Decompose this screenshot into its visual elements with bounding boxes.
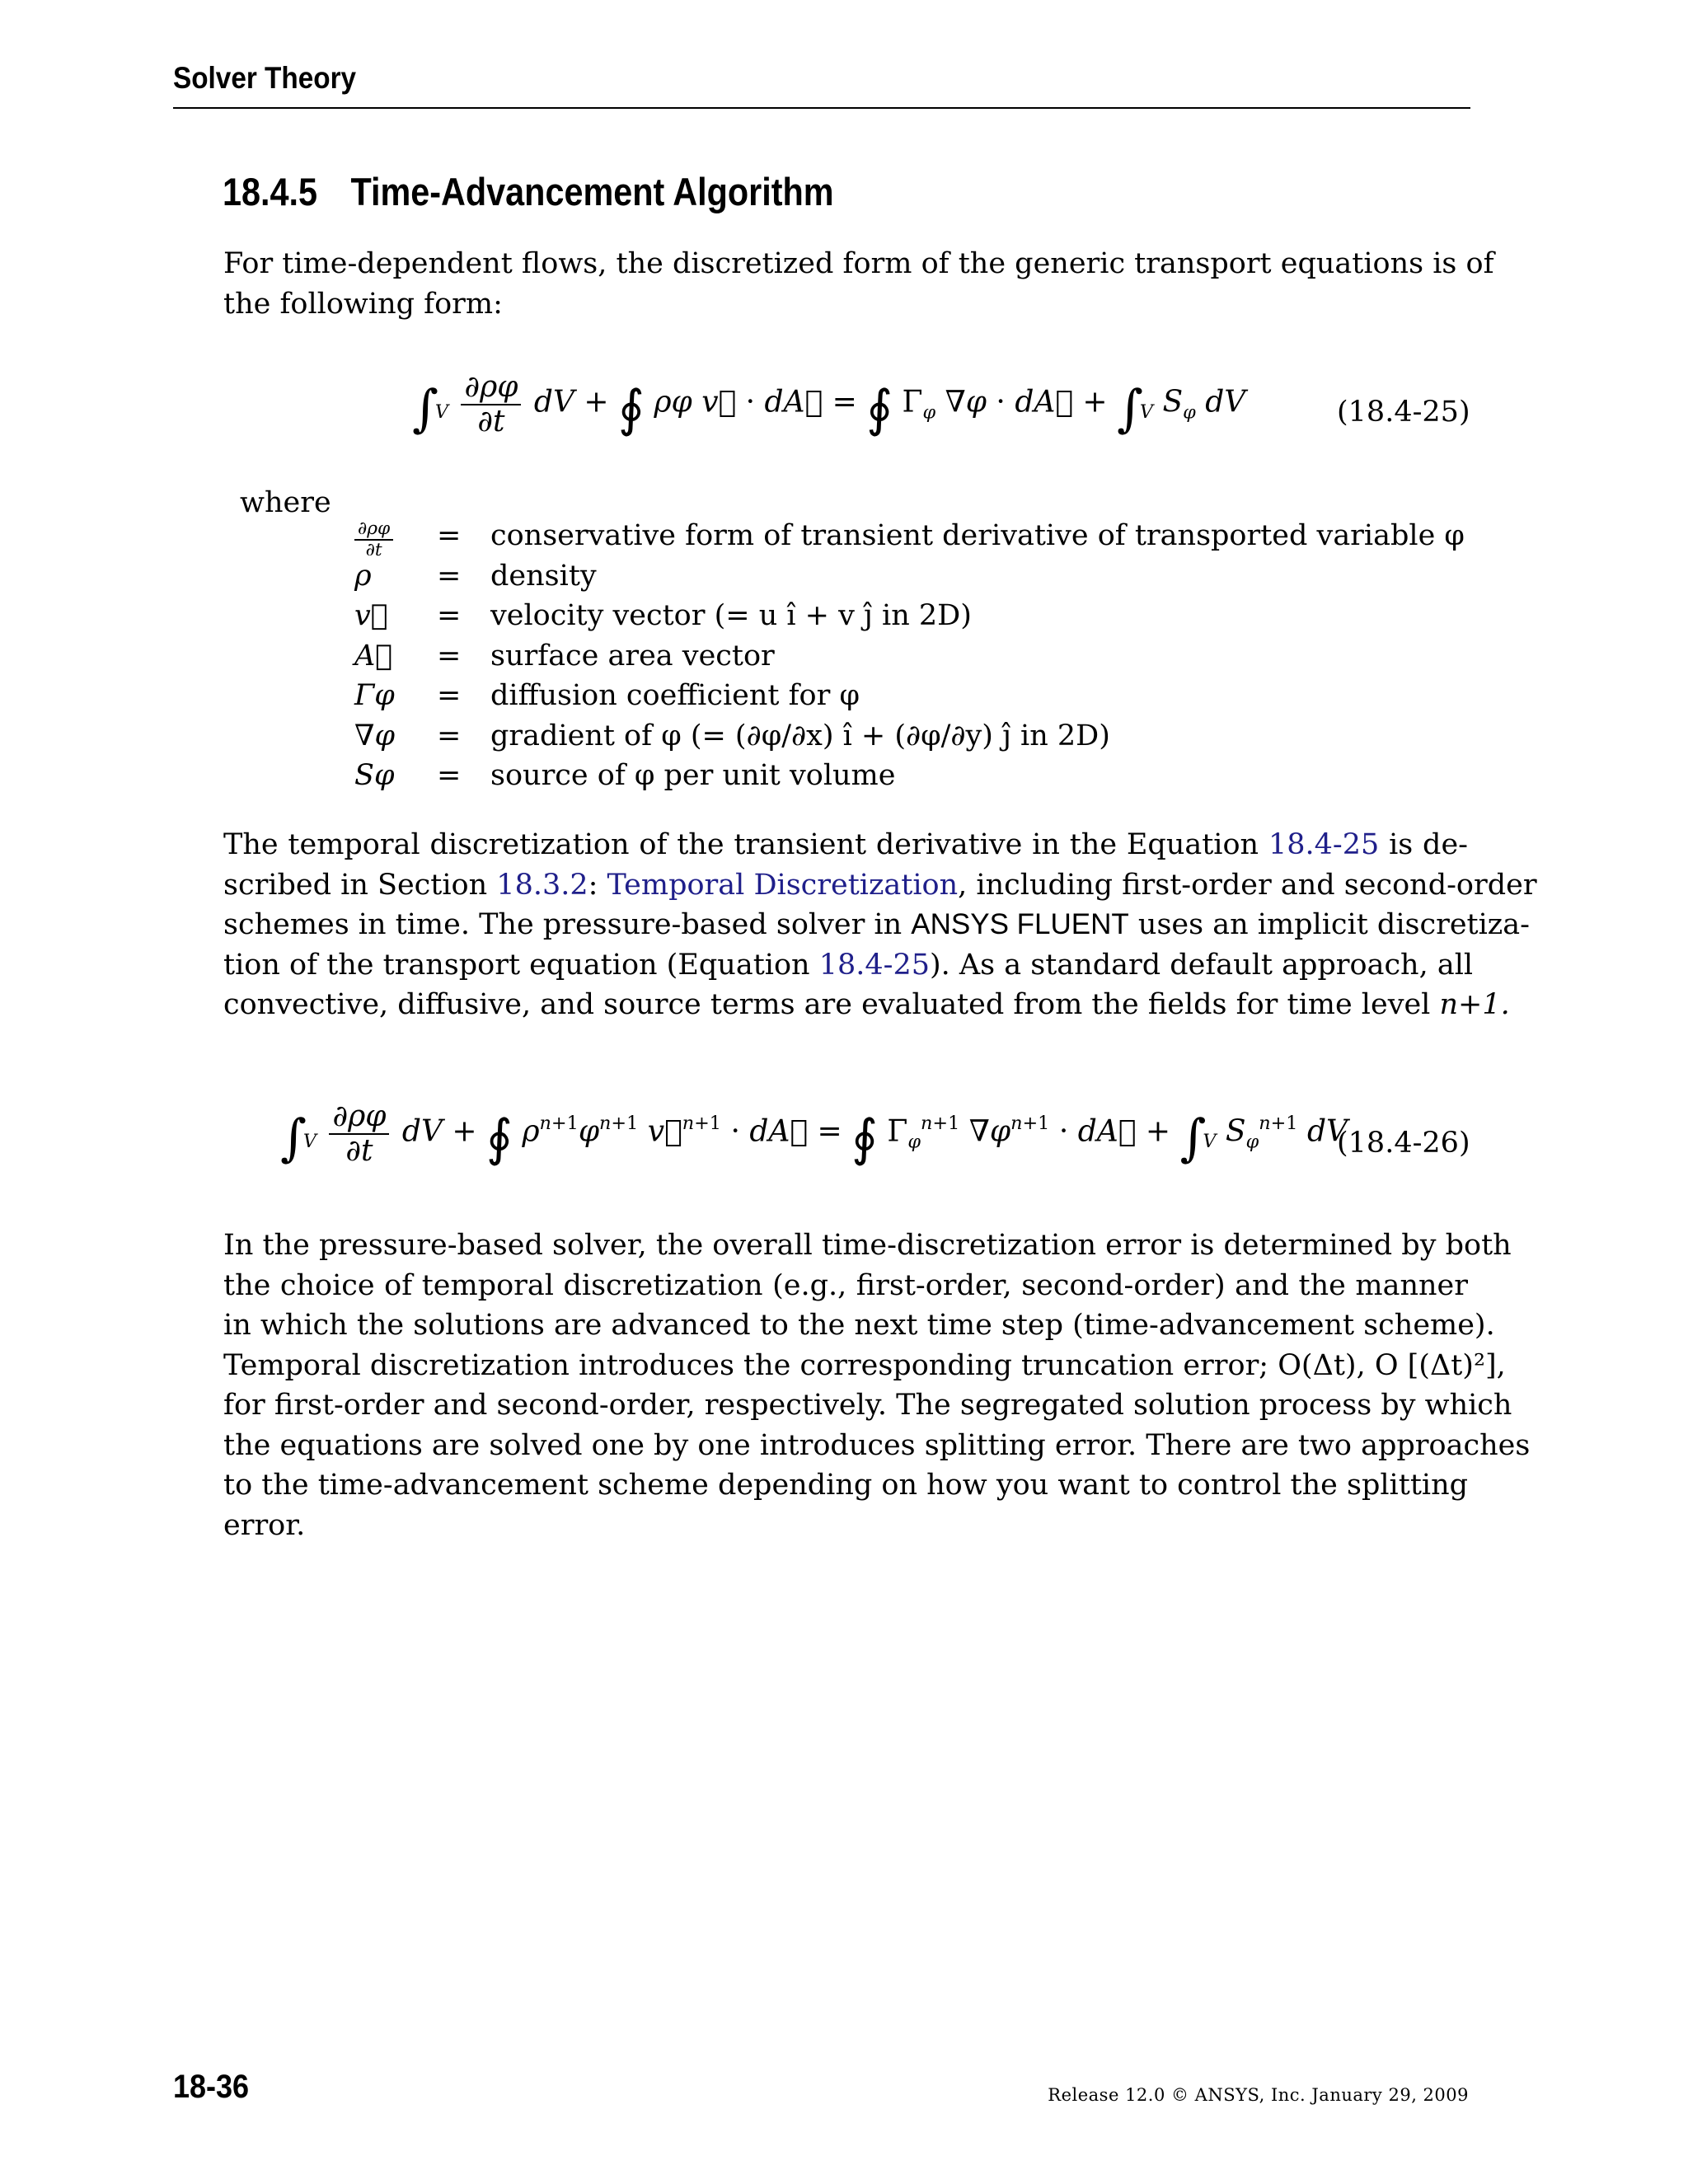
- definition-text: density: [490, 559, 597, 593]
- definition-symbol: Sφ: [354, 759, 395, 792]
- definition-symbol: ∇φ: [354, 719, 395, 752]
- text-line: schemes in time. The pressure-based solver in ANSYS FLUENT uses an implicit discretiza-: [223, 908, 1530, 941]
- definition-equals: =: [437, 679, 462, 712]
- text-line: The temporal discretization of the transient derivative in the Equation 18.4-25 is de-: [223, 828, 1468, 861]
- definition-equals: =: [437, 519, 462, 552]
- definition-symbol: $\frac{\partial\rho\varphi}{\partial t}$: [354, 519, 412, 560]
- where-label: where: [240, 486, 331, 519]
- definition-symbol: ρ: [354, 559, 372, 593]
- text-line: for first-order and second-order, respectively. The segregated solution process by which: [223, 1389, 1512, 1422]
- definition-equals: =: [437, 719, 462, 752]
- product-name: ANSYS FLUENT: [911, 908, 1129, 940]
- running-head: Solver Theory: [173, 61, 357, 95]
- temporal-discretization-link[interactable]: Temporal Discretization: [607, 868, 959, 902]
- release-note: Release 12.0 © ANSYS, Inc. January 29, 2009: [1048, 2085, 1469, 2105]
- text-line: to the time-advancement scheme depending on how you want to control the splitting: [223, 1469, 1469, 1502]
- text-line: scribed in Section 18.3.2: Temporal Discretization, including first-order and second-order: [223, 868, 1537, 902]
- equation-18-4-26: $\int_V$ $\frac{\partial\rho\varphi}{\partial t}$ dV + ∮ $\rho^{n+1}\varphi^{n+1}$ v⃗$^{n+1}$ · dA⃗ = ∮ $\Gamma_\varphi^{n+1}$ $\nabla\varphi^{n+1}$ · dA⃗ + $\int_V$ $S_\varphi^{n+1}$ dV: [280, 1099, 1348, 1168]
- text-line: convective, diffusive, and source terms are evaluated from the fields for time level n+1.: [223, 988, 1510, 1021]
- definition-symbol: v⃗: [354, 599, 388, 632]
- text-line: tion of the transport equation (Equation 18.4-25). As a standard default approach, all: [223, 948, 1474, 982]
- definition-text: conservative form of transient derivative of transported variable φ: [490, 519, 1465, 552]
- definition-equals: =: [437, 599, 462, 632]
- equation-number: (18.4-25): [1337, 396, 1470, 429]
- definition-text: diffusion coefficient for φ: [490, 679, 860, 712]
- text-line: In the pressure-based solver, the overall time-discretization error is determined by both: [223, 1229, 1512, 1262]
- text-line: the choice of temporal discretization (e.g., first-order, second-order) and the manner: [223, 1268, 1468, 1302]
- definition-symbol: A⃗: [354, 639, 393, 673]
- section-number: 18.4.5: [223, 170, 318, 213]
- definition-equals: =: [437, 559, 462, 593]
- definition-symbol: Γφ: [354, 679, 395, 712]
- definition-equals: =: [437, 639, 462, 673]
- text-line: the equations are solved one by one introduces splitting error. There are two approaches: [223, 1428, 1531, 1462]
- text-line: error.: [223, 1508, 306, 1542]
- definition-text: surface area vector: [490, 639, 775, 673]
- text-line: Temporal discretization introduces the corresponding truncation error; O(Δt), O [(Δt)²],: [223, 1348, 1506, 1382]
- error-paragraph: [223, 1226, 1531, 1545]
- definition-text: gradient of φ (= (∂φ/∂x) î + (∂φ/∂y) ĵ in 2D): [490, 719, 1110, 752]
- section-link[interactable]: 18.3.2: [496, 868, 588, 902]
- section-title-text: Time-Advancement Algorithm: [350, 170, 834, 213]
- text-line: in which the solutions are advanced to the next time step (time-advancement scheme).: [223, 1309, 1495, 1342]
- discretization-paragraph: [223, 825, 1537, 1025]
- equation-link[interactable]: 18.4-25: [1268, 828, 1380, 861]
- equation-18-4-25: $\int_V$ $\frac{\partial\rho\varphi}{\partial t}$ dV + ∮ ρφ v⃗ · dA⃗ = ∮ $\Gamma_\varphi$ ∇φ · dA⃗ + $\int_V$ $S_\varphi$ dV: [412, 370, 1246, 438]
- header-rule: [173, 107, 1470, 109]
- equation-link[interactable]: 18.4-25: [818, 948, 930, 982]
- definition-equals: =: [437, 759, 462, 792]
- intro-paragraph: [223, 244, 1494, 324]
- definition-text: source of φ per unit volume: [490, 759, 896, 792]
- equation-number: (18.4-26): [1337, 1127, 1470, 1160]
- definition-text: velocity vector (= u î + v ĵ in 2D): [490, 599, 972, 632]
- text-line: For time-dependent flows, the discretized form of the generic transport equations is of: [223, 247, 1494, 280]
- section-title: [223, 169, 834, 214]
- page-number: 18-36: [173, 2069, 250, 2105]
- text-line: the following form:: [223, 287, 503, 321]
